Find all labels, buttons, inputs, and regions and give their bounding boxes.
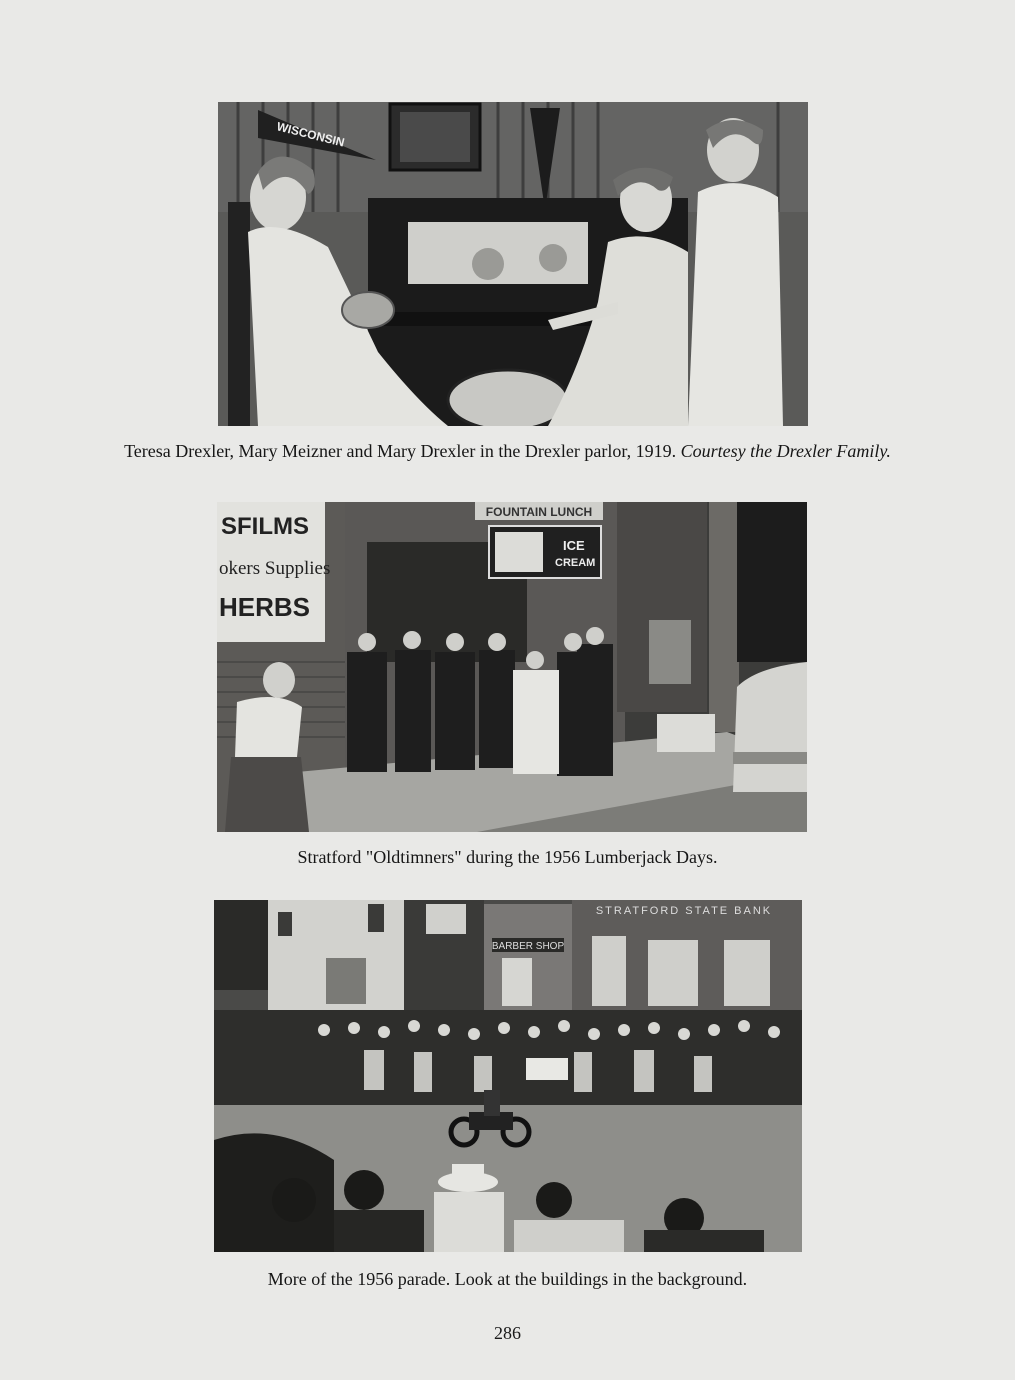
caption-photo-3 <box>0 1268 1015 1290</box>
parade-photo-illustration <box>214 900 802 1252</box>
page-number: 286 <box>494 1323 521 1343</box>
sign-fountain-lunch: FOUNTAIN LUNCH <box>485 505 593 519</box>
sign-herbs: HERBS <box>219 592 311 622</box>
sign-bank: STRATFORD STATE BANK <box>595 905 773 917</box>
sign-barber-shop: BARBER SHOP <box>491 941 565 952</box>
parlor-photo-illustration <box>218 102 808 426</box>
photo-drexler-parlor <box>218 102 808 426</box>
storefront-photo-illustration <box>217 502 807 832</box>
sign-ice: ICE <box>563 538 585 553</box>
sign-cream: CREAM <box>555 557 596 569</box>
pennant-text: WISCONSIN <box>275 119 346 150</box>
sign-films: SFILMS <box>221 513 309 540</box>
photo-1956-parade <box>214 900 802 1252</box>
caption-photo-2-main: Stratford "Oldtimners" during the 1956 Lumberjack Days. <box>297 847 718 867</box>
caption-photo-1-main: Teresa Drexler, Mary Meizner and Mary Drexler in the Drexler parlor, 1919. <box>124 441 677 461</box>
sign-supplies: okers Supplies <box>219 558 331 579</box>
caption-photo-3-main: More of the 1956 parade. Look at the buildings in the background. <box>267 1269 748 1289</box>
caption-photo-2 <box>0 846 1015 868</box>
photo-oldtimers-storefront <box>217 502 807 832</box>
caption-photo-1-credit: Courtesy the Drexler Family. <box>680 441 891 461</box>
caption-photo-1 <box>0 440 1015 462</box>
